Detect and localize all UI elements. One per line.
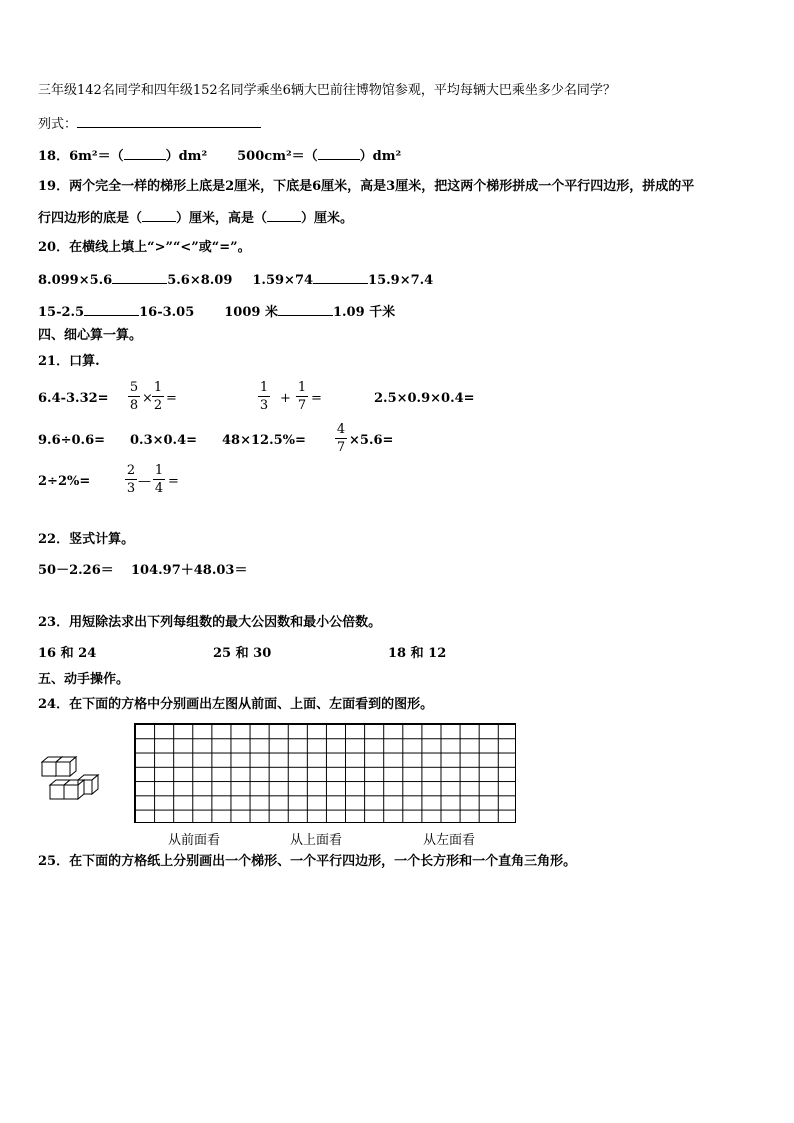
- question-20-row2: 15-2.5 16-3.05 1009 米 1.09 千米: [38, 305, 396, 320]
- calc-r2c1: 9.6÷0.6=: [38, 433, 106, 448]
- section-4-heading: 四、细心算一算。: [38, 328, 143, 343]
- formula-label: 列式：: [38, 117, 78, 132]
- calc-r2c2: 0.3×0.4=: [130, 433, 198, 448]
- question-25-title: 25．在下面的方格纸上分别画出一个梯形、一个平行四边形，一个长方形和一个直角三角形。: [38, 854, 577, 869]
- answer-blank[interactable]: [124, 147, 166, 160]
- question-23-title: 23．用短除法求出下列每组数的最大公因数和最小公倍数。: [38, 615, 382, 630]
- answer-blank[interactable]: [313, 271, 368, 284]
- fraction: 5 8: [129, 380, 139, 413]
- answer-blank[interactable]: [112, 271, 167, 284]
- question-19-line1: 19．两个完全一样的梯形上底是2厘米，下底是6厘米，高是3厘米，把这两个梯形拼成一个平行四边形，拼成的平: [38, 179, 695, 194]
- question-20-row1: 8.099×5.6 5.6×8.09 1.59×74 15.9×7.4: [38, 273, 434, 288]
- caption-top-view: 从上面看: [290, 833, 343, 848]
- calc-r2c3: 48×12.5%=: [222, 433, 306, 448]
- calc-r3c1: 2÷2%=: [38, 474, 91, 489]
- fraction: 1 2: [153, 380, 163, 413]
- section-5-heading: 五、动手操作。: [38, 672, 130, 687]
- question-24-title: 24．在下面的方格中分别画出左图从前面、上面、左面看到的图形。: [38, 697, 434, 712]
- fraction: 2 3: [126, 463, 136, 496]
- pair-23a: 16 和 24: [38, 646, 97, 661]
- calc-22a: 50－2.26＝: [38, 563, 114, 578]
- answer-blank[interactable]: [267, 209, 301, 222]
- question-20-text: 20．在横线上填上“>”“<”或“=”。: [38, 240, 251, 255]
- question-21-title: 21．口算.: [38, 354, 100, 369]
- drawing-grid[interactable]: [134, 723, 516, 823]
- question-17-text: 三年级142名同学和四年级152名同学乘坐6辆大巴前往博物馆参观，平均每辆大巴乘坐多少名同学？: [38, 83, 616, 98]
- answer-blank[interactable]: [318, 147, 360, 160]
- calc-r1c4: 2.5×0.9×0.4=: [374, 391, 475, 406]
- fraction: 1 4: [154, 463, 164, 496]
- pair-23b: 25 和 30: [213, 646, 272, 661]
- question-17-formula: [38, 115, 261, 133]
- caption-front-view: 从前面看: [168, 833, 221, 848]
- fraction: 4 7: [336, 422, 346, 455]
- answer-blank[interactable]: [77, 115, 261, 128]
- answer-blank[interactable]: [142, 209, 176, 222]
- answer-blank[interactable]: [278, 303, 333, 316]
- answer-blank[interactable]: [84, 303, 139, 316]
- fraction: 1 7: [297, 380, 307, 413]
- question-19-line2: 行四边形的底是（ ）厘米，高是（ ）厘米。: [38, 211, 354, 226]
- question-18: 18．6m²＝（ ）dm² 500cm²＝（ ）dm²: [38, 149, 402, 164]
- pair-23c: 18 和 12: [388, 646, 447, 661]
- caption-left-view: 从左面看: [423, 833, 476, 848]
- fraction: 1 3: [259, 380, 269, 413]
- calc-22b: 104.97＋48.03＝: [131, 563, 248, 578]
- calc-r1c1: 6.4-3.32=: [38, 391, 109, 406]
- question-22-title: 22．竖式计算。: [38, 532, 135, 547]
- cube-stack-figure: [36, 752, 112, 802]
